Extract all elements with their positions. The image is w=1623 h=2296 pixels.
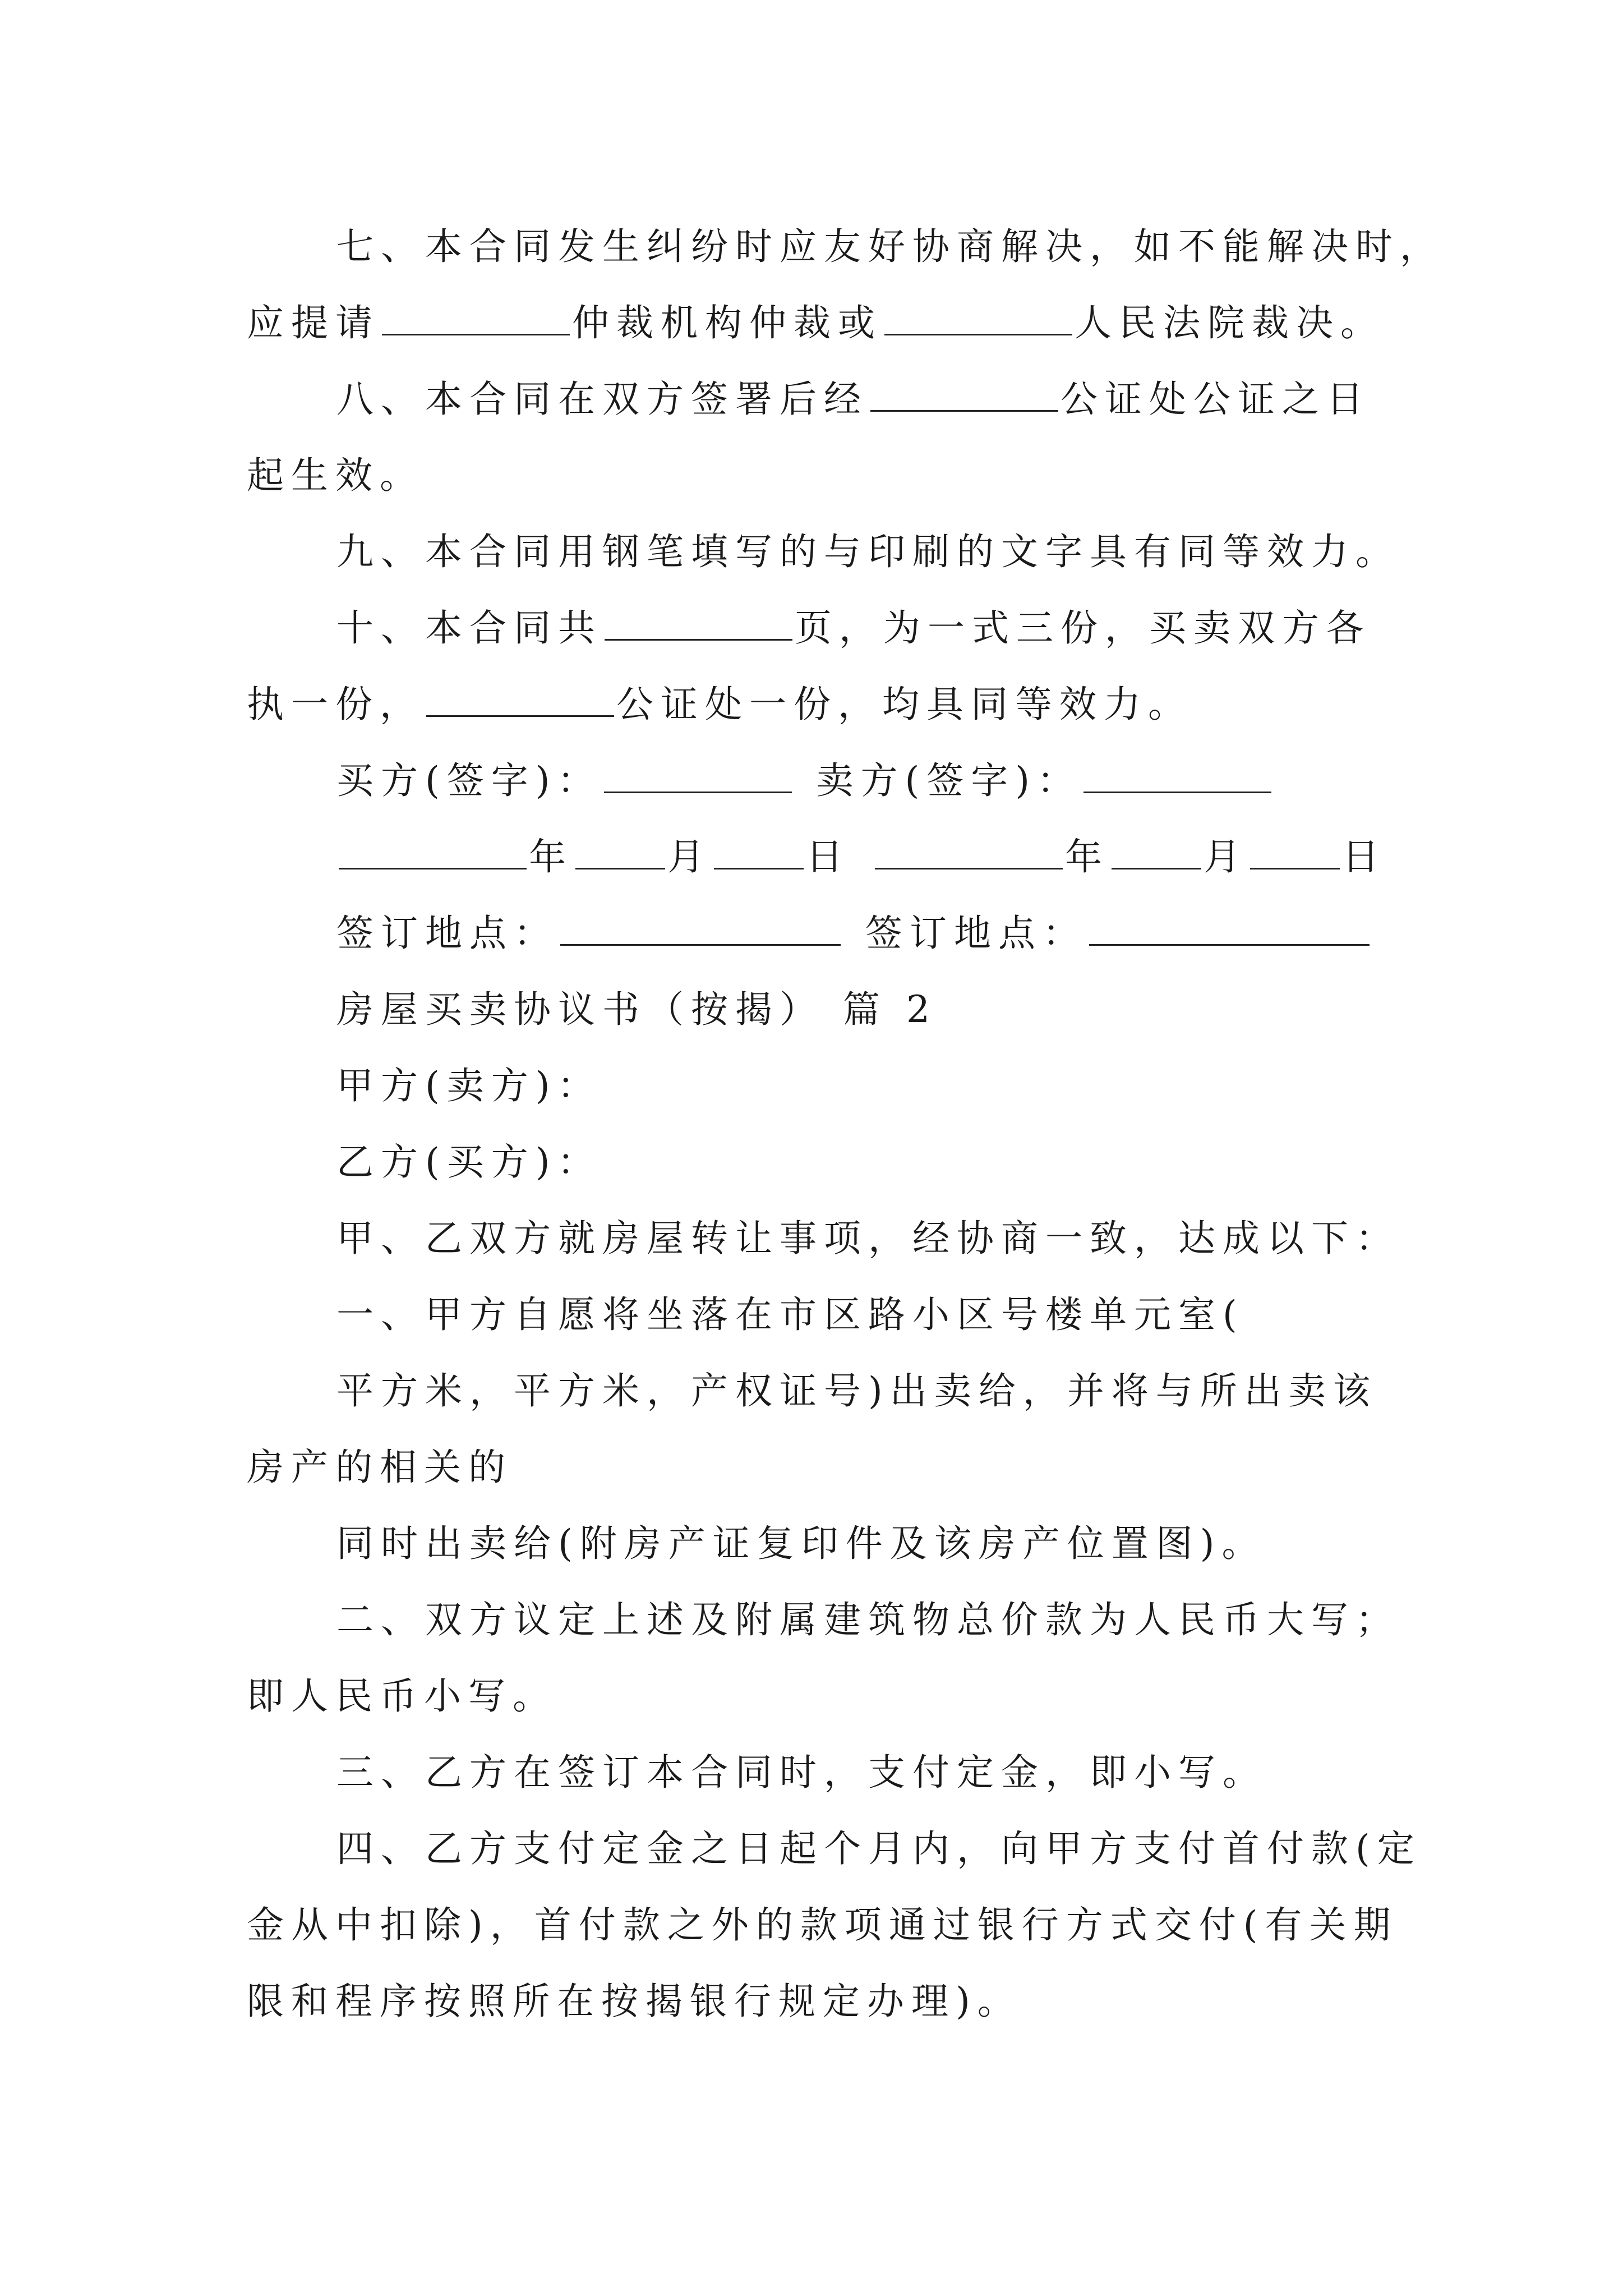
section-heading-text: 房屋买卖协议书（按揭） 篇 2 bbox=[336, 988, 937, 1031]
seller-place-label: 签订地点： bbox=[865, 912, 1087, 955]
article-4-text: 四、乙方支付定金之日起个月内，向甲方支付首付款(定 bbox=[336, 1827, 1422, 1870]
clause-9-text: 九、本合同用钢笔填写的与印刷的文字具有同等效力。 bbox=[336, 530, 1400, 573]
clause-7-text: 应提请 bbox=[247, 301, 380, 344]
party-a-line bbox=[0, 1064, 1623, 1108]
clause-10-text: 执一份， bbox=[247, 683, 424, 726]
article-3-text: 三、乙方在签订本合同时，支付定金，即小写。 bbox=[336, 1751, 1267, 1794]
seller-place-blank[interactable] bbox=[1089, 912, 1370, 946]
buyer-place-blank[interactable] bbox=[560, 912, 841, 946]
party-b-label: 乙方(买方)： bbox=[336, 1140, 602, 1184]
article-1-text: 房产的相关的 bbox=[247, 1446, 513, 1489]
buyer-year-blank[interactable] bbox=[339, 835, 527, 869]
clause-10-text: 页，为一式三份，买卖双方各 bbox=[795, 606, 1371, 650]
month-label: 月 bbox=[1204, 835, 1248, 878]
article-4-line-3 bbox=[0, 1979, 1623, 2024]
clause-7-text: 仲裁机构仲裁或 bbox=[572, 301, 882, 344]
clause-8-line-1 bbox=[0, 377, 1623, 422]
seller-month-blank[interactable] bbox=[1112, 835, 1201, 869]
article-1-line-3 bbox=[0, 1445, 1623, 1490]
section-2-heading bbox=[0, 987, 1623, 1032]
intro-line bbox=[0, 1216, 1623, 1261]
article-4-line-2 bbox=[0, 1903, 1623, 1948]
place-row bbox=[0, 911, 1623, 956]
clause-7-line-1 bbox=[0, 224, 1623, 269]
seller-signature-label: 卖方(签字)： bbox=[816, 759, 1081, 802]
court-blank[interactable] bbox=[884, 301, 1072, 335]
signature-row bbox=[0, 758, 1623, 803]
article-1-line-2 bbox=[0, 1369, 1623, 1414]
article-4-line-1 bbox=[0, 1826, 1623, 1871]
clause-10-text: 十、本合同共 bbox=[336, 606, 602, 650]
clause-10-text: 公证处一份，均具同等效力。 bbox=[616, 683, 1192, 726]
article-2-line-1 bbox=[0, 1598, 1623, 1642]
article-1-line-4 bbox=[0, 1521, 1623, 1566]
year-label: 年 bbox=[529, 835, 573, 878]
clause-9-line bbox=[0, 530, 1623, 574]
buyer-day-blank[interactable] bbox=[714, 835, 804, 869]
date-row bbox=[0, 835, 1623, 880]
year-label: 年 bbox=[1065, 835, 1109, 878]
seller-day-blank[interactable] bbox=[1250, 835, 1340, 869]
article-2-text: 即人民币小写。 bbox=[247, 1674, 557, 1718]
seller-year-blank[interactable] bbox=[875, 835, 1063, 869]
notary-blank[interactable] bbox=[870, 378, 1058, 412]
clause-8-line-2 bbox=[0, 453, 1623, 498]
clause-8-text: 起生效。 bbox=[247, 454, 424, 497]
month-label: 月 bbox=[667, 835, 712, 878]
clause-7-text: 七、本合同发生纠纷时应友好协商解决，如不能解决时， bbox=[336, 225, 1444, 268]
buyer-place-label: 签订地点： bbox=[336, 912, 558, 955]
article-3-line bbox=[0, 1750, 1623, 1795]
day-label: 日 bbox=[1342, 835, 1386, 878]
article-1-text: 平方米，平方米，产权证号)出卖给，并将与所出卖该 bbox=[336, 1369, 1377, 1412]
day-label: 日 bbox=[806, 835, 850, 878]
article-1-line-1 bbox=[0, 1292, 1623, 1337]
page-count-blank[interactable] bbox=[605, 606, 792, 641]
buyer-signature-label: 买方(签字)： bbox=[336, 759, 602, 802]
clause-7-line-2 bbox=[0, 301, 1623, 346]
clause-8-text: 八、本合同在双方签署后经 bbox=[336, 378, 868, 421]
article-2-text: 二、双方议定上述及附属建筑物总价款为人民币大写； bbox=[336, 1598, 1400, 1641]
clause-8-text: 公证处公证之日 bbox=[1061, 378, 1371, 421]
article-4-text: 金从中扣除)，首付款之外的款项通过银行方式交付(有关期 bbox=[247, 1903, 1398, 1947]
article-1-text: 一、甲方自愿将坐落在市区路小区号楼单元室( bbox=[336, 1293, 1244, 1336]
notary-office-blank[interactable] bbox=[426, 683, 614, 717]
clause-7-text: 人民法院裁决。 bbox=[1075, 301, 1385, 344]
article-2-line-2 bbox=[0, 1674, 1623, 1719]
arbitration-blank[interactable] bbox=[382, 301, 570, 335]
buyer-month-blank[interactable] bbox=[575, 835, 665, 869]
seller-signature-blank[interactable] bbox=[1083, 759, 1271, 793]
clause-10-line-1 bbox=[0, 606, 1623, 651]
party-a-label: 甲方(卖方)： bbox=[336, 1064, 602, 1107]
buyer-signature-blank[interactable] bbox=[604, 759, 792, 793]
article-1-text: 同时出卖给(附房产证复印件及该房产位置图)。 bbox=[336, 1522, 1266, 1565]
article-4-text: 限和程序按照所在按揭银行规定办理)。 bbox=[247, 1980, 1022, 2023]
party-b-line bbox=[0, 1140, 1623, 1185]
clause-10-line-2 bbox=[0, 682, 1623, 727]
intro-text: 甲、乙双方就房屋转让事项，经协商一致，达成以下： bbox=[336, 1217, 1400, 1260]
